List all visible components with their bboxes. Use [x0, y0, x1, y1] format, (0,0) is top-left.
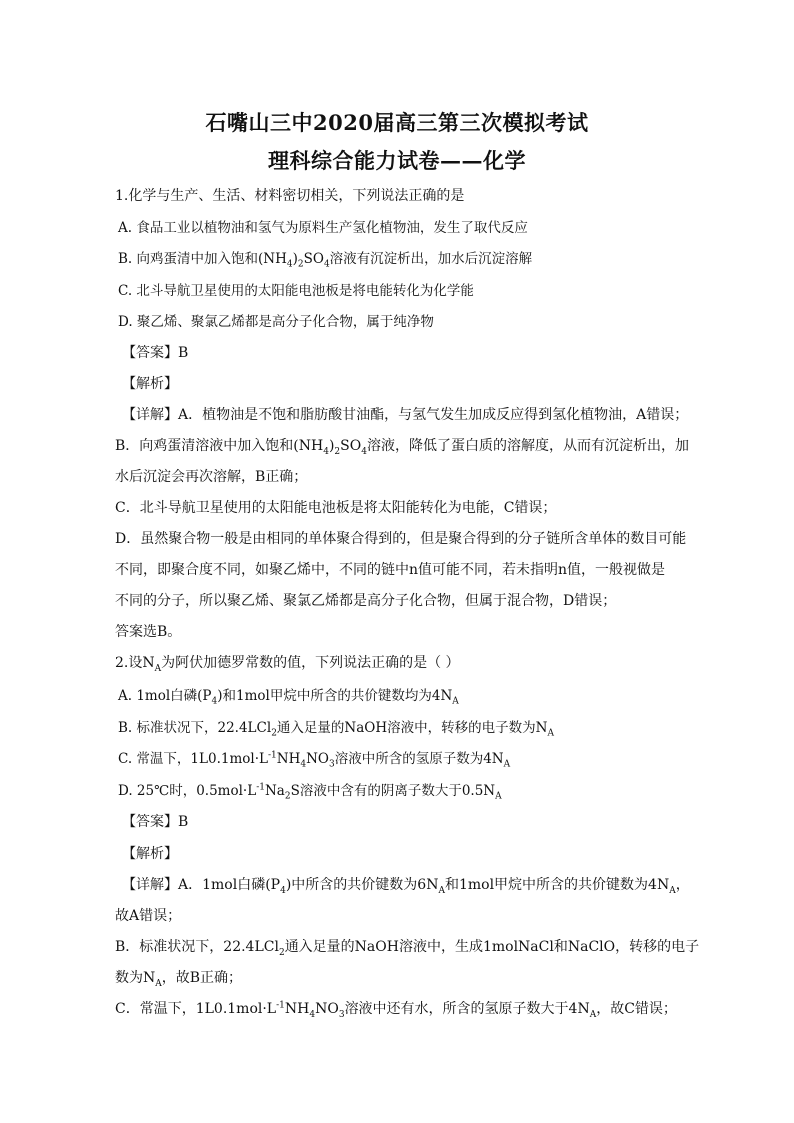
q2-detail-a-line2: 故A错误；	[115, 908, 182, 924]
q2-detail-a-line1: 【详解】A．1mol白磷$(P_4)$中所含的共价键数为$6N_A$和1mol甲烷中所含的共价键数为$4N_A$，	[122, 877, 690, 896]
q1-stem: 1.化学与生产、生活、材料密切相关，下列说法正确的是	[115, 188, 465, 204]
q2-option-a: A. 1mol白磷$(P_4)$和1mol甲烷中所含的共价键数均为$4N_A$	[118, 688, 459, 707]
q1-option-c: C. 北斗导航卫星使用的太阳能电池板是将电能转化为化学能	[118, 283, 474, 299]
page-title: 石嘴山三中2020届高三第三次模拟考试	[205, 110, 589, 135]
page-subtitle: 理科综合能力试卷——化学	[268, 148, 526, 173]
q1-analysis-tag: 【解析】	[122, 376, 178, 392]
q2-analysis-tag: 【解析】	[122, 846, 178, 862]
q2-option-b: B. 标准状况下，22.4LCl$_2$通入足量的NaOH溶液中，转移的电子数为$N_A$	[118, 720, 554, 739]
q2-detail-b-line1: B．标准状况下，22.4LCl$_2$通入足量的NaOH溶液中，生成1molNaCl和NaClO，转移的电子	[115, 939, 700, 958]
q1-detail-d-line3: 不同的分子，所以聚乙烯、聚氯乙烯都是高分子化合物，但属于混合物，D错误；	[115, 593, 617, 609]
q2-answer: 【答案】B	[122, 814, 189, 830]
q2-detail-c: C．常温下，$1L0.1mol\cdot L^{-1}NH_4NO_3$溶液中还有水，所含的氢原子数大于$4N_A$，故C错误；	[115, 1000, 677, 1020]
q2-detail-b-line2: 数为$N_A$，故B正确；	[115, 970, 243, 989]
q1-option-b: B. 向鸡蛋清中加入饱和$(NH_4)_2SO_4$溶液有沉淀析出，加水后沉淀溶解	[118, 251, 533, 270]
q1-option-d: D. 聚乙烯、聚氯乙烯都是高分子化合物，属于纯净物	[118, 314, 434, 330]
q1-detail-a: 【详解】A．植物油是不饱和脂肪酸甘油酯，与氢气发生加成反应得到氢化植物油，A错误；	[122, 407, 689, 423]
q1-detail-d-line1: D．虽然聚合物一般是由相同的单体聚合得到的，但是聚合得到的分子链所含单体的数目可能	[115, 531, 687, 547]
q2-stem: 2.设$N_A$为阿伏加德罗常数的值，下列说法正确的是（ ）	[115, 655, 460, 674]
q1-answer: 【答案】B	[122, 345, 189, 361]
q1-option-a: A. 食品工业以植物油和氢气为原料生产氢化植物油，发生了取代反应	[118, 220, 528, 236]
q2-option-d: D. 25℃时，$0.5mol\cdot L^{-1}Na_2S$溶液中含有的阴离子数大于$0.5N_A$	[118, 782, 502, 802]
q1-detail-b-line1: B．向鸡蛋清溶液中加入饱和$(NH_4)_2SO_4$溶液，降低了蛋白质的溶解度，从而有沉淀析出，加	[115, 438, 689, 457]
q2-option-c: C. 常温下，$1L0.1mol\cdot L^{-1}NH_4NO_3$溶液中所含的氢原子数为$4N_A$	[118, 750, 511, 770]
q1-detail-c: C．北斗导航卫星使用的太阳能电池板是将太阳能转化为电能，C错误；	[115, 500, 557, 516]
q1-conclusion: 答案选B。	[115, 624, 182, 640]
q1-detail-d-line2: 不同，即聚合度不同，如聚乙烯中，不同的链中n值可能不同，若未指明n值，一般视做是	[115, 562, 666, 578]
q1-detail-b-line2: 水后沉淀会再次溶解，B正确；	[115, 469, 308, 485]
